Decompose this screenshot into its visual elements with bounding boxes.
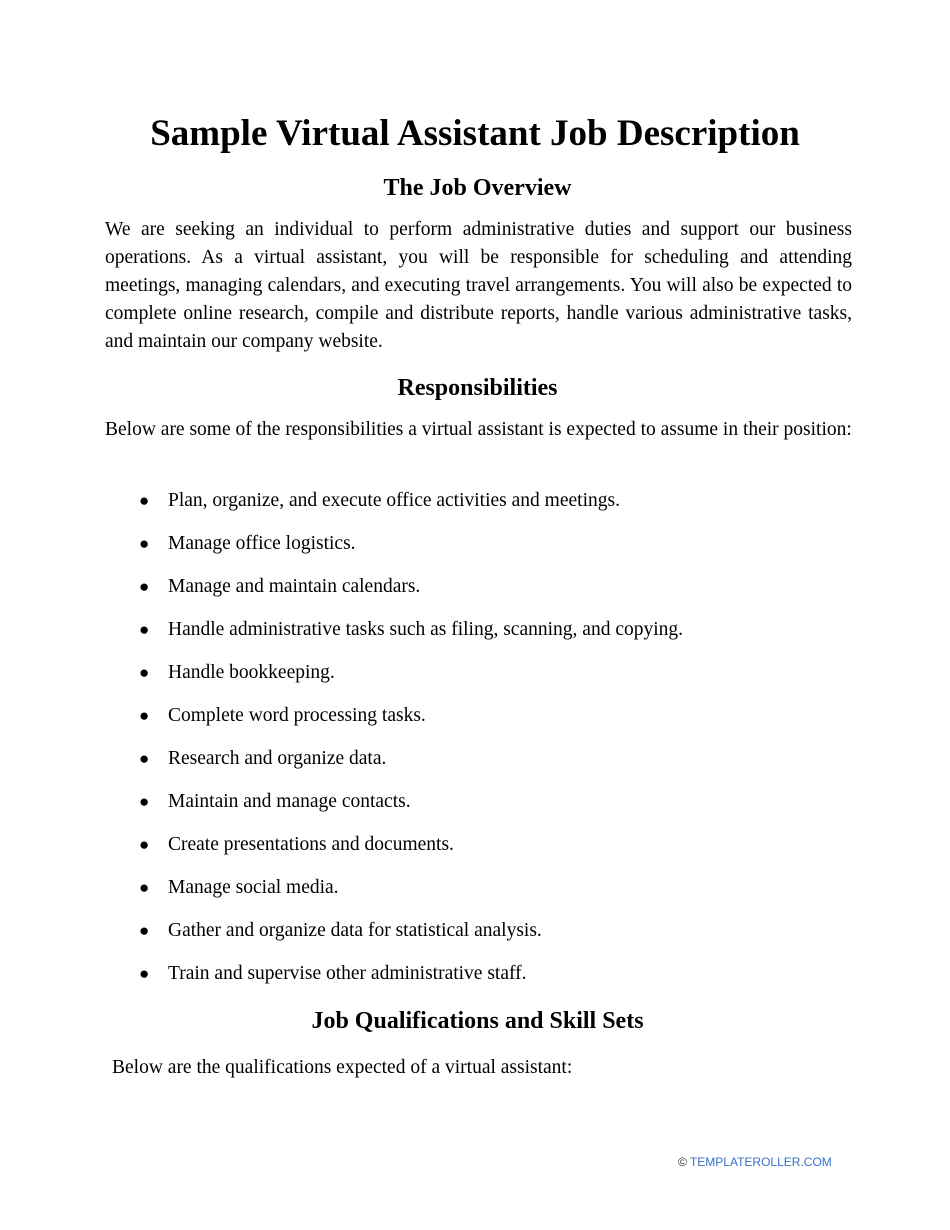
list-item-text: Manage social media. xyxy=(168,877,339,898)
footer-credit xyxy=(678,1154,832,1170)
bullet-icon: ● xyxy=(139,577,150,596)
responsibilities-intro: Below are some of the responsibilities a virtual assistant is expected to assume in their position: xyxy=(105,419,852,440)
bullet-icon: ● xyxy=(139,491,150,510)
bullet-icon: ● xyxy=(139,835,150,854)
list-item xyxy=(0,701,950,744)
bullet-icon: ● xyxy=(139,706,150,725)
list-item xyxy=(0,916,950,959)
list-item-text: Gather and organize data for statistical analysis. xyxy=(168,920,542,941)
list-item xyxy=(0,486,950,529)
list-item-text: Train and supervise other administrative staff. xyxy=(168,963,527,984)
qualifications-intro: Below are the qualifications expected of a virtual assistant: xyxy=(112,1057,573,1078)
overview-paragraph: We are seeking an individual to perform administrative duties and support our business operations. As a virtual assistant, you will be responsible for scheduling and attending meetings, managing calendars, and executing travel arrangements. You will also be expected to complete online research, compile and distribute reports, handle various administrative tasks, and maintain our company website. xyxy=(105,219,852,352)
list-item-text: Plan, organize, and execute office activities and meetings. xyxy=(168,490,620,511)
responsibilities-heading: Responsibilities xyxy=(397,375,558,401)
list-item-text: Maintain and manage contacts. xyxy=(168,791,411,812)
list-item-text: Complete word processing tasks. xyxy=(168,705,426,726)
list-item xyxy=(0,787,950,830)
list-item xyxy=(0,830,950,873)
bullet-icon: ● xyxy=(139,878,150,897)
bullet-icon: ● xyxy=(139,792,150,811)
document-title: Sample Virtual Assistant Job Description xyxy=(150,113,800,154)
list-item xyxy=(0,744,950,787)
bullet-icon: ● xyxy=(139,663,150,682)
list-item-text: Handle bookkeeping. xyxy=(168,662,335,683)
bullet-icon: ● xyxy=(139,964,150,983)
qualifications-heading: Job Qualifications and Skill Sets xyxy=(311,1008,644,1034)
bullet-icon: ● xyxy=(139,921,150,940)
bullet-icon: ● xyxy=(139,749,150,768)
copyright-symbol: © xyxy=(678,1155,687,1169)
list-item-text: Manage and maintain calendars. xyxy=(168,576,421,597)
list-item xyxy=(0,572,950,615)
list-item xyxy=(0,529,950,572)
overview-heading: The Job Overview xyxy=(383,175,572,201)
bullet-icon: ● xyxy=(139,534,150,553)
list-item-text: Create presentations and documents. xyxy=(168,834,454,855)
list-item-text: Manage office logistics. xyxy=(168,533,356,554)
list-item xyxy=(0,873,950,916)
templateroller-link[interactable]: TEMPLATEROLLER.COM xyxy=(689,1155,832,1169)
list-item xyxy=(0,615,950,658)
bullet-icon: ● xyxy=(139,620,150,639)
responsibilities-list xyxy=(0,486,950,1002)
list-item-text: Handle administrative tasks such as filing, scanning, and copying. xyxy=(168,619,684,640)
list-item-text: Research and organize data. xyxy=(168,748,387,769)
list-item xyxy=(0,658,950,701)
list-item xyxy=(0,959,950,1002)
